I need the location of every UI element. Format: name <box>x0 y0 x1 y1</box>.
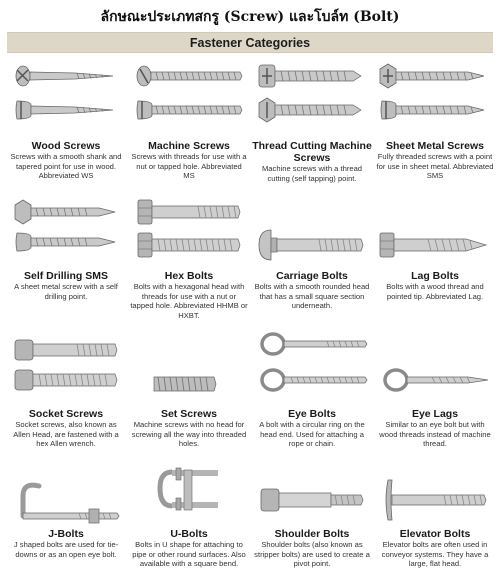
fastener-name: Machine Screws <box>148 140 230 152</box>
fastener-thread-cutting-machine-screws <box>251 58 373 190</box>
fastener-name: Thread Cutting Machine Screws <box>252 140 372 164</box>
u-bolt-icon <box>128 458 250 538</box>
fastener-sheet-metal-screws <box>374 58 496 190</box>
fastener-j-bolts <box>5 458 127 585</box>
fastener-socket-screws <box>5 322 127 454</box>
fastener-name: Eye Bolts <box>288 408 336 420</box>
page-title: ลักษณะประเภทสกรู (Screw) และโบล์ท (Bolt) <box>100 9 400 25</box>
fastener-name: Eye Lags <box>411 408 459 420</box>
fastener-description: Similar to an eye bolt but with wood threads instead of machine thread. <box>379 420 491 448</box>
fastener-name: Elevator Bolts <box>399 528 471 540</box>
eye-lag-icon <box>374 322 496 402</box>
machine-screw-icon <box>128 58 250 138</box>
fastener-description: A sheet metal screw with a self drilling point. <box>14 282 118 301</box>
fastener-description: A bolt with a circular ring on the head end. Used for attaching a rope or chain. <box>259 420 365 448</box>
j-bolt-icon <box>5 458 127 538</box>
fastener-description: J shaped bolts are used for tie-downs or as an open eye bolt. <box>13 540 119 559</box>
fastener-description: Machine screws with no head for screwing all the way into threaded holes. <box>131 420 247 448</box>
fastener-name: J-Bolts <box>48 528 84 540</box>
fastener-self-drilling-sms <box>5 190 127 322</box>
eye-bolt-icon <box>251 322 373 402</box>
fastener-machine-screws <box>128 58 250 190</box>
fastener-description: Bolts with a smooth rounded head that has a small square section underneath. <box>254 282 370 310</box>
elevator-bolt-icon <box>374 458 496 538</box>
fastener-description: Screws with threads for use with a nut or tapped hole. Abbreviated MS <box>131 152 247 180</box>
fastener-carriage-bolts <box>251 190 373 322</box>
fastener-u-bolts <box>128 458 250 585</box>
fastener-name: Socket Screws <box>28 408 104 420</box>
fastener-eye-lags <box>374 322 496 454</box>
thread-cutting-screw-icon <box>251 58 373 138</box>
self-drilling-screw-icon <box>5 190 127 270</box>
fastener-name: Wood Screws <box>31 140 101 152</box>
sheet-metal-screw-icon <box>374 58 496 138</box>
fastener-hex-bolts <box>128 190 250 322</box>
hex-bolt-icon <box>128 190 250 270</box>
fastener-name: Set Screws <box>160 408 218 420</box>
lag-bolt-icon <box>374 190 496 270</box>
fastener-description: Bolts in U shape for attaching to pipe or other round surfaces. Also available with a square bend. <box>132 540 246 568</box>
fastener-wood-screws <box>5 58 127 190</box>
fastener-description: Shoulder bolts (also known as stripper bolts) are used to create a pivot point. <box>254 540 370 568</box>
fastener-name: Self Drilling SMS <box>23 270 108 282</box>
fastener-description: Bolts with a wood thread and pointed tip. Abbreviated Lag. <box>386 282 484 301</box>
fastener-description: Bolts with a hexagonal head with threads for use with a nut or tapped hole. Abbreviated HHMB or HXBT. <box>130 282 248 320</box>
socket-screw-icon <box>5 322 127 402</box>
fastener-name: U-Bolts <box>170 528 208 540</box>
carriage-bolt-icon <box>251 190 373 270</box>
set-screw-icon <box>128 322 250 402</box>
fastener-description: Machine screws with a thread cutting (self tapping) point. <box>261 164 363 183</box>
fastener-name: Carriage Bolts <box>276 270 348 282</box>
fastener-description: Socket screws, also known as Allen Head, are fastened with a hex Allen wrench. <box>13 420 119 448</box>
wood-screw-icon <box>5 58 127 138</box>
fastener-set-screws <box>128 322 250 454</box>
fastener-name: Sheet Metal Screws <box>385 140 485 152</box>
fastener-description: Elevator bolts are often used in conveyor systems. They have a large, flat head. <box>381 540 489 568</box>
fastener-name: Lag Bolts <box>411 270 459 282</box>
shoulder-bolt-icon <box>251 458 373 538</box>
fastener-eye-bolts <box>251 322 373 454</box>
fastener-description: Screws with a smooth shank and tapered point for use in wood. Abbreviated WS <box>10 152 122 180</box>
fastener-lag-bolts <box>374 190 496 322</box>
fastener-shoulder-bolts <box>251 458 373 585</box>
fastener-name: Shoulder Bolts <box>274 528 350 540</box>
category-banner: Fastener Categories <box>7 32 493 53</box>
fastener-elevator-bolts <box>374 458 496 585</box>
fastener-description: Fully threaded screws with a point for use in sheet metal. Abbreviated SMS <box>376 152 494 180</box>
fastener-name: Hex Bolts <box>164 270 214 282</box>
